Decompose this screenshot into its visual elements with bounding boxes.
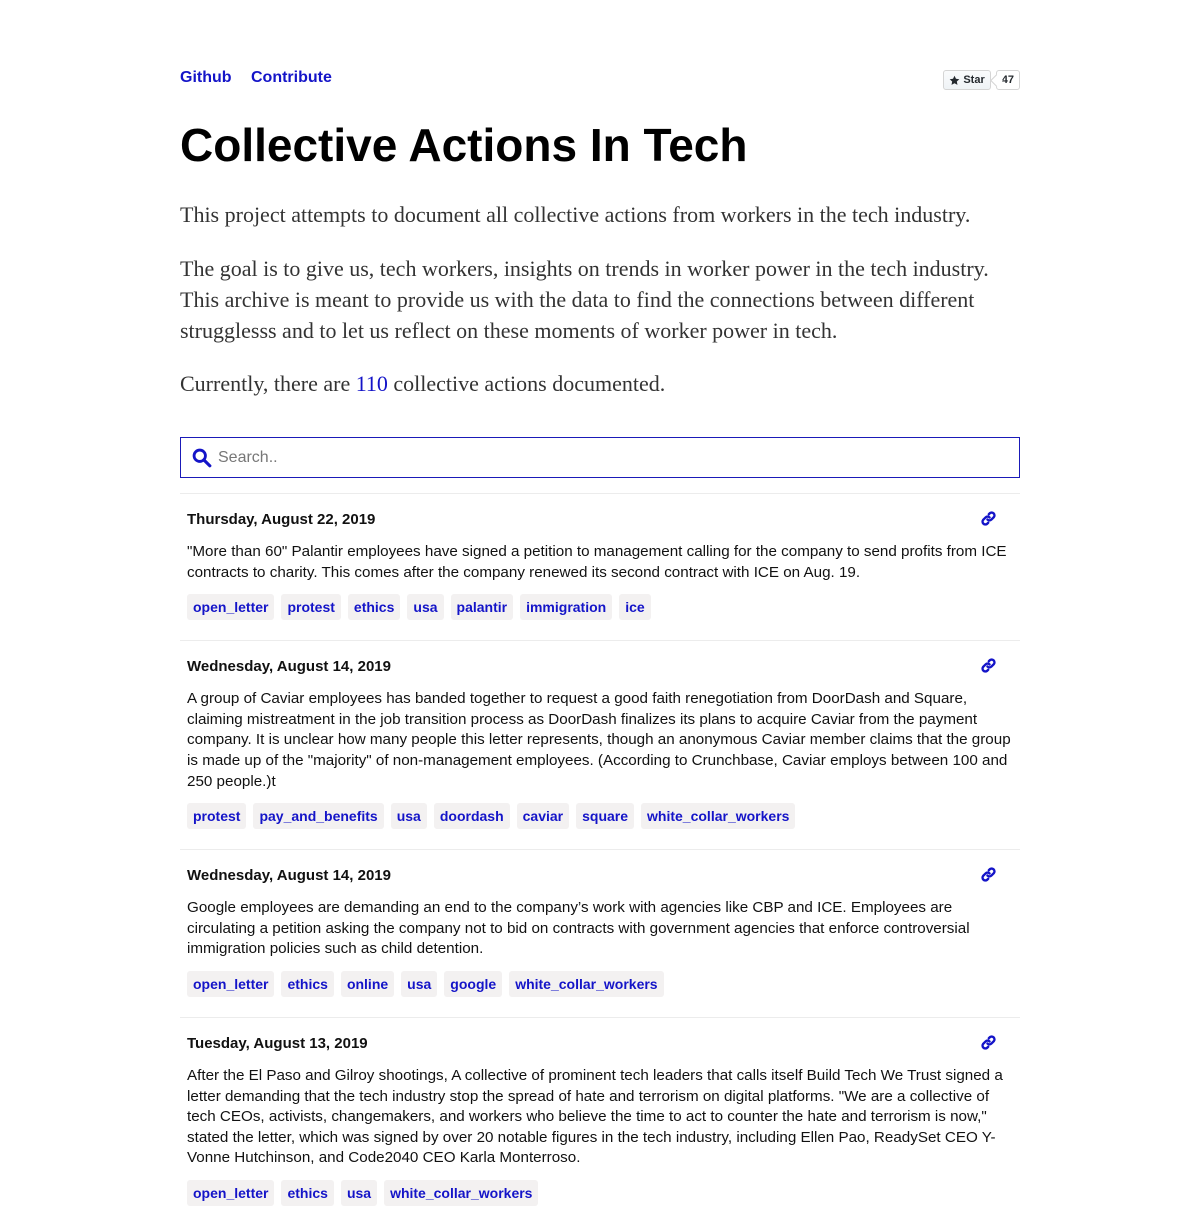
- entry-item: [180, 640, 1020, 849]
- entry-description: A group of Caviar employees has banded together to request a good faith renegotiation from DoorDash and Square, claiming mistreatment in the job transition process as DoorDash finalizes its plans to acquire Caviar from the payment company. It is unclear how many people this letter represents, though an anonymous Caviar member claims that the group is made up of the "majority" of non-management employees. (According to Crunchbase, Caviar employs between 100 and 250 people.)t: [187, 690, 1011, 790]
- nav-link-contribute[interactable]: Contribute: [251, 69, 332, 86]
- top-nav: [180, 69, 1020, 91]
- entry-item: [180, 849, 1020, 1017]
- star-icon: [949, 75, 960, 86]
- entry-permalink[interactable]: [980, 866, 998, 884]
- entry-permalink[interactable]: [980, 657, 998, 675]
- tag[interactable]: doordash: [434, 803, 510, 829]
- entry-description: Google employees are demanding an end to the company’s work with agencies like CBP and ICE. Employees are circulating a petition asking the company not to bid on contracts with government agencies that enforce controversial immigration policies such as child detention.: [187, 899, 970, 958]
- link-icon: [980, 510, 997, 527]
- tag[interactable]: online: [341, 971, 394, 997]
- github-star-widget: [943, 70, 1020, 90]
- tag[interactable]: usa: [407, 594, 443, 620]
- entry-date: Thursday, August 22, 2019: [187, 511, 376, 528]
- tag[interactable]: google: [444, 971, 502, 997]
- tag[interactable]: usa: [391, 803, 427, 829]
- github-star-count[interactable]: 47: [996, 70, 1020, 90]
- tag[interactable]: white_collar_workers: [509, 971, 663, 997]
- entry-item: [180, 1017, 1020, 1226]
- github-star-button[interactable]: [943, 70, 990, 90]
- entry-permalink[interactable]: [980, 510, 998, 528]
- entry-description: "More than 60" Palantir employees have signed a petition to management calling for the company to send profits from ICE contracts to charity. This comes after the company renewed its second contract with ICE on Aug. 19.: [187, 543, 1007, 581]
- tag[interactable]: open_letter: [187, 971, 274, 997]
- tag[interactable]: square: [576, 803, 634, 829]
- github-star-label: Star: [963, 74, 985, 86]
- entry-item: [180, 493, 1020, 640]
- actions-count: 110: [355, 371, 388, 396]
- entry-date: Wednesday, August 14, 2019: [187, 867, 391, 885]
- nav-link-github[interactable]: Github: [180, 69, 232, 86]
- entries-list: [180, 493, 1020, 1226]
- tag[interactable]: caviar: [517, 803, 569, 829]
- tag[interactable]: immigration: [520, 594, 612, 620]
- entry-tags: [187, 803, 1013, 849]
- tag[interactable]: pay_and_benefits: [253, 803, 383, 829]
- tag[interactable]: ethics: [281, 971, 333, 997]
- entry-permalink[interactable]: [980, 1034, 998, 1052]
- tag[interactable]: palantir: [451, 594, 514, 620]
- link-icon: [980, 866, 997, 883]
- intro-paragraph: This project attempts to document all collective actions from workers in the tech industry.: [180, 202, 971, 227]
- entry-tags: [187, 1180, 1013, 1226]
- tag[interactable]: ethics: [281, 1180, 333, 1206]
- tag[interactable]: white_collar_workers: [384, 1180, 538, 1206]
- search-bar: [180, 437, 1020, 478]
- tag[interactable]: white_collar_workers: [641, 803, 795, 829]
- search-input[interactable]: [218, 438, 1008, 477]
- tag[interactable]: ice: [619, 594, 650, 620]
- goal-paragraph: The goal is to give us, tech workers, insights on trends in worker power in the tech industry. This archive is meant to provide us with the data to find the connections between different strugglesss and to let us reflect on these moments of worker power in tech.: [180, 256, 989, 343]
- count-suffix: collective actions documented.: [387, 371, 666, 396]
- entry-description: After the El Paso and Gilroy shootings, A collective of prominent tech leaders that calls itself Build Tech We Trust signed a letter demanding that the tech industry stop the spread of hate and terrorism on digital platforms. "We are a collective of tech CEOs, activists, changemakers, and workers who believe the time to act to counter the hate and terrorism is now," stated the letter, which was signed by over 20 notable figures in the tech industry, including Ellen Pao, ReadySet CEO Y-Vonne Hutchinson, and Code2040 CEO Karla Monterroso.: [187, 1066, 1003, 1167]
- link-icon: [980, 657, 997, 674]
- tag[interactable]: protest: [187, 803, 246, 829]
- tag[interactable]: open_letter: [187, 594, 274, 620]
- tag[interactable]: usa: [341, 1180, 377, 1206]
- tag[interactable]: open_letter: [187, 1180, 274, 1206]
- tag[interactable]: usa: [401, 971, 437, 997]
- entry-date: Tuesday, August 13, 2019: [187, 1034, 368, 1052]
- entry-date: Wednesday, August 14, 2019: [187, 658, 391, 676]
- page-title: Collective Actions In Tech: [180, 119, 748, 171]
- entry-tags: [187, 971, 1013, 1017]
- count-paragraph: [180, 368, 1020, 399]
- link-icon: [980, 1034, 997, 1051]
- entry-tags: [187, 594, 1013, 640]
- search-icon: [191, 447, 212, 468]
- tag[interactable]: protest: [281, 594, 340, 620]
- tag[interactable]: ethics: [348, 594, 400, 620]
- count-prefix: Currently, there are: [180, 371, 356, 396]
